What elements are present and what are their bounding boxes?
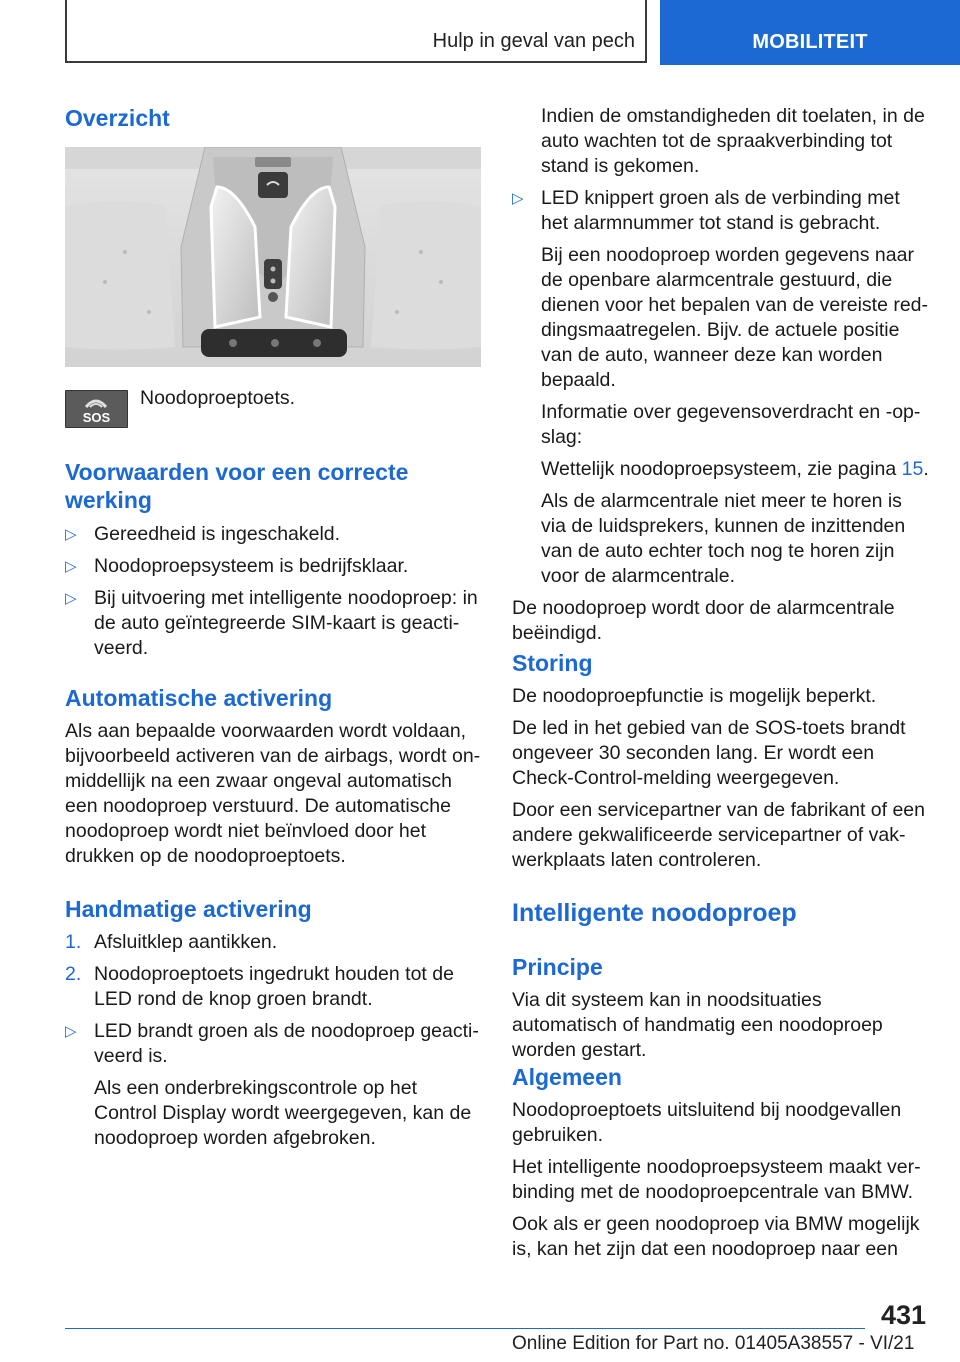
overhead-console-image: [65, 147, 481, 367]
storing-p3: Door een servicepartner van de fabrikant of een andere gekwalificeerde servicepartner of vakwerkplaats laten controleren.: [512, 799, 925, 871]
automatische-heading: Automatische activering: [65, 685, 333, 711]
page-link[interactable]: 15: [901, 458, 924, 480]
voorwaarden-list: [65, 522, 481, 661]
list-item: ▷ Gereedheid is ingeschakeld.: [65, 523, 341, 545]
storing-p1: De noodoproepfunctie is mogelijk beperkt.: [512, 685, 877, 707]
sos-icon-text: SOS: [82, 410, 111, 425]
triangle-bullet-icon: ▷: [512, 190, 524, 207]
list-item: ▷ Noodoproepsysteem is bedrijfsklaar.: [65, 555, 409, 577]
triangle-bullet-icon: ▷: [65, 1023, 77, 1040]
storing-heading: Storing: [512, 650, 593, 676]
algemeen-heading: Algemeen: [512, 1064, 622, 1090]
header-section-title: Hulp in geval van pech: [432, 30, 635, 52]
led-text-1: Bij een noodoproep worden gegevens naar de openbare alarmcentrale gestuurd, die dienen voor het bepalen van de vereiste reddingsmaatregelen. Bijv. de actuele positie van de auto, wanneer deze kan worden bepaald.: [541, 244, 929, 391]
result-text: Als een onderbrekingscontrole op het Control Display wordt weergegeven, kan de noodoproep worden afgebroken.: [94, 1077, 472, 1149]
algemeen-p3: Ook als er geen noodoproep via BMW mogelijk is, kan het zijn dat een noodoproep naar een: [512, 1213, 920, 1260]
handmatige-heading: Handmatige activering: [65, 896, 312, 922]
page-number: 431: [880, 1300, 926, 1330]
intelligent-heading: Intelligente noodoproep: [512, 899, 797, 927]
step-item: 1. Afsluitklep aantikken.: [65, 931, 278, 953]
sos-label: Noodoproeptoets.: [140, 387, 296, 409]
principe-heading: Principe: [512, 954, 603, 980]
step-item: 2. Noodoproeptoets ingedrukt houden tot de LED rond de knop groen brandt.: [65, 963, 454, 1010]
algemeen-p1: Noodoproeptoets uitsluitend bij noodgevallen gebruiken.: [512, 1099, 902, 1146]
triangle-bullet-icon: ▷: [65, 526, 77, 543]
right-continued-block: [512, 104, 930, 646]
ended-text: De noodoproep wordt door de alarmcentrale beëindigd.: [512, 597, 895, 644]
led-text-4: Als de alarmcentrale niet meer te horen is via de luidsprekers, kunnen de inzittenden van de auto echter toch nog te horen zijn voor de alarmcentrale.: [541, 490, 906, 587]
overzicht-heading: Overzicht: [65, 105, 170, 131]
footer-divider: [65, 1328, 865, 1329]
sos-icon: [65, 390, 128, 428]
list-item: ▷ LED knippert groen als de verbinding met het alarmnummer tot stand is gebracht.: [512, 187, 900, 234]
algemeen-p2: Het intelligente noodoproepsysteem maakt verbinding met de noodoproepcentrale van BMW.: [512, 1156, 921, 1203]
triangle-bullet-icon: ▷: [65, 558, 77, 575]
voorwaarden-heading: Voorwaarden voor een correcte werking: [65, 459, 409, 513]
algemeen-block: [512, 1098, 930, 1262]
led-text-3: Wettelijk noodoproepsysteem, zie pagina 15.: [541, 458, 929, 480]
principe-text: Via dit systeem kan in noodsituaties automatisch of handmatig een noodoproep worden gestart.: [512, 989, 883, 1061]
triangle-bullet-icon: ▷: [65, 590, 77, 607]
led-text-2: Informatie over gegevensoverdracht en -opslag:: [541, 401, 921, 448]
list-item: ▷ Bij uitvoering met intelligente noodoproep: in de auto geïntegreerde SIM-kaart is geactiveerd.: [65, 587, 478, 659]
header-chapter-tab[interactable]: MOBILITEIT: [660, 0, 960, 65]
automatische-text: Als aan bepaalde voorwaarden wordt voldaan, bijvoorbeeld activeren van de airbags, wordt onmiddellijk na een zwaar ongeval automatisch een noodoproep verstuurd. De automatische noodoproep wordt niet beïnvloed door het drukken op de noodoproeptoets.: [65, 720, 481, 867]
storing-block: [512, 684, 930, 873]
list-item: ▷ LED brandt groen als de noodoproep geactiveerd is.: [65, 1020, 479, 1067]
storing-p2: De led in het gebied van de SOS-toets brandt ongeveer 30 seconden lang. Er wordt een Check-Control-melding weergegeven.: [512, 717, 906, 789]
cont-text: Indien de omstandigheden dit toelaten, in de auto wachten tot de spraakverbinding tot stand is gekomen.: [541, 105, 925, 177]
handmatige-steps: [65, 930, 481, 1151]
footer-edition: Online Edition for Part no. 01405A38557 - VI/21: [512, 1333, 915, 1354]
